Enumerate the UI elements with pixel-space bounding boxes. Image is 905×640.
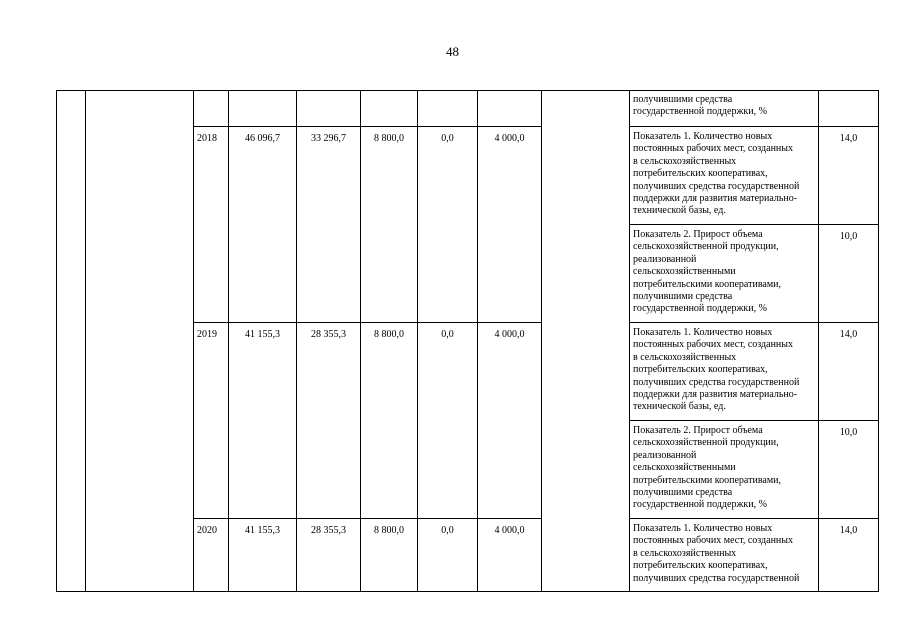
- indicator-cell: Показатель 1. Количество новых постоянных рабочих мест, созданных в сельскохозяйственных потребительских кооперативах, получивших средства государственной поддержки для развития материально- технической базы, ед.: [630, 323, 819, 421]
- funding-source-2-cell: 8 800,0: [361, 323, 418, 519]
- funding-source-3-cell: 0,0: [418, 519, 478, 592]
- indicator-cell: Показатель 2. Прирост объема сельскохозяйственной продукции, реализованной сельскохозяйственными потребительскими кооперативами, получившими средства государственной поддержки, %: [630, 421, 819, 519]
- executor-column-cell: [542, 91, 630, 592]
- indicator-cell: Показатель 1. Количество новых постоянных рабочих мест, созданных в сельскохозяйственных потребительских кооперативах, получивших средства государственной: [630, 519, 819, 592]
- funding-source-3-cell: 0,0: [418, 323, 478, 519]
- indicator-cell: Показатель 2. Прирост объема сельскохозяйственной продукции, реализованной сельскохозяйственными потребительскими кооперативами, получившими средства государственной поддержки, %: [630, 225, 819, 323]
- year-cell: 2020: [194, 519, 229, 592]
- number-column-cell: [57, 91, 86, 592]
- year-cell: 2019: [194, 323, 229, 519]
- funding-source-1-cell: 33 296,7: [297, 127, 361, 323]
- funding-source-4-cell: 4 000,0: [478, 127, 542, 323]
- measure-name-column-cell: [86, 91, 194, 592]
- funding-source-2-cell: 8 800,0: [361, 127, 418, 323]
- target-value-cell: [819, 91, 879, 127]
- funding-source-2-cell: 8 800,0: [361, 519, 418, 592]
- total-funding-cell: 46 096,7: [229, 127, 297, 323]
- empty-cell: [361, 91, 418, 127]
- empty-cell: [229, 91, 297, 127]
- year-cell: 2018: [194, 127, 229, 323]
- target-value-cell: 14,0: [819, 519, 879, 592]
- target-value-cell: 14,0: [819, 127, 879, 225]
- indicator-cell: Показатель 1. Количество новых постоянных рабочих мест, созданных в сельскохозяйственных потребительских кооперативах, получивших средства государственной поддержки для развития материально- технической базы, ед.: [630, 127, 819, 225]
- target-value-cell: 10,0: [819, 421, 879, 519]
- empty-cell: [478, 91, 542, 127]
- empty-cell: [194, 91, 229, 127]
- funding-source-3-cell: 0,0: [418, 127, 478, 323]
- target-value-cell: 14,0: [819, 323, 879, 421]
- total-funding-cell: 41 155,3: [229, 323, 297, 519]
- budget-indicators-table: [56, 90, 879, 592]
- indicator-cell: получившими средства государственной поддержки, %: [630, 91, 819, 127]
- funding-source-1-cell: 28 355,3: [297, 519, 361, 592]
- funding-source-1-cell: 28 355,3: [297, 323, 361, 519]
- empty-cell: [418, 91, 478, 127]
- page-number: 48: [446, 44, 459, 59]
- total-funding-cell: 41 155,3: [229, 519, 297, 592]
- target-value-cell: 10,0: [819, 225, 879, 323]
- table-row-continuation: [57, 91, 879, 127]
- empty-cell: [297, 91, 361, 127]
- funding-source-4-cell: 4 000,0: [478, 519, 542, 592]
- funding-source-4-cell: 4 000,0: [478, 323, 542, 519]
